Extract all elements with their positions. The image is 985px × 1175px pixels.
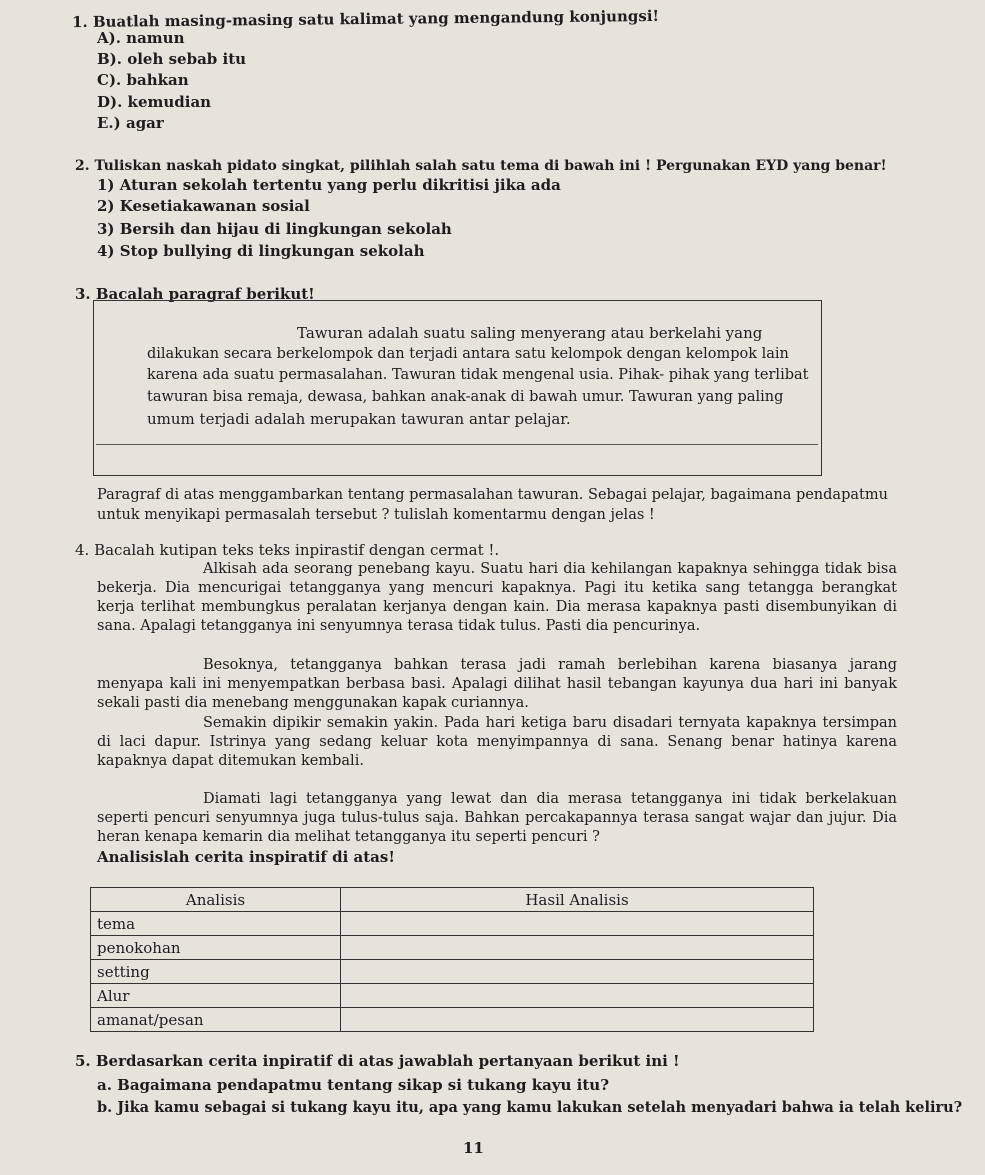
q4-paragraph-1: Alkisah ada seorang penebang kayu. Suatu hari dia kehilangan kapaknya sehingga tidak bisa bekerja. Dia mencurigai tetangganya yang mencuri kapaknya. Pagi itu ketika sang tetangga berangkat kerja terlihat membungkus peralatan kerjanya dengan kain. Dia merasa kapaknya pasti disembunyikan di sana. Apalagi tetangganya ini senyumnya terasa tidak tulus. Pasti dia pencurinya. <box>97 561 897 634</box>
q2-item-1: 1) Aturan sekolah tertentu yang perlu dikritisi jika ada <box>97 176 561 194</box>
q1-option-d: D). kemudian <box>97 93 212 111</box>
table-row-label: tema <box>91 912 341 936</box>
analysis-table <box>90 887 814 1032</box>
table-answer-cell[interactable] <box>341 936 814 960</box>
q1-option-a: A). namun <box>97 29 185 47</box>
q3-prompt-line-1: Paragraf di atas menggambarkan tentang permasalahan tawuran. Sebagai pelajar, bagaimana pendapatmu <box>97 487 888 503</box>
table-row <box>91 912 814 936</box>
table-answer-cell[interactable] <box>341 960 814 984</box>
q4-paragraph-3: Semakin dipikir semakin yakin. Pada hari ketiga baru disadari ternyata kapaknya tersimpan di laci dapur. Istrinya yang sedang keluar kota menyimpannya di sana. Senang benar hatinya karena kapaknya dapat ditemukan kembali. <box>97 715 897 769</box>
q1-question: 1. Buatlah masing-masing satu kalimat yang mengandung konjungsi! <box>71 6 660 32</box>
table-row <box>91 960 814 984</box>
q3-passage-line-4: tawuran bisa remaja, dewasa, bahkan anak-anak di bawah umur. Tawuran yang paling <box>147 389 784 405</box>
q3-passage-line-5: umum terjadi adalah merupakan tawuran antar pelajar. <box>147 410 571 428</box>
table-answer-cell[interactable] <box>341 984 814 1008</box>
q5-item-a: a. Bagaimana pendapatmu tentang sikap si tukang kayu itu? <box>97 1076 609 1094</box>
q5-question: 5. Berdasarkan cerita inpiratif di atas jawablah pertanyaan berikut ini ! <box>75 1052 680 1070</box>
table-row-label: Alur <box>91 984 341 1008</box>
q1-option-c: C). bahkan <box>97 71 189 89</box>
table-row-label: amanat/pesan <box>91 1008 341 1032</box>
table-header-hasil: Hasil Analisis <box>341 888 814 912</box>
q1-option-e: E.) agar <box>97 114 164 132</box>
table-answer-cell[interactable] <box>341 1008 814 1032</box>
q3-passage-line-2: dilakukan secara berkelompok dan terjadi antara satu kelompok dengan kelompok lain <box>147 346 789 362</box>
table-row <box>91 1008 814 1032</box>
q4-question: 4. Bacalah kutipan teks teks inpirastif dengan cermat !. <box>75 541 500 559</box>
q2-item-3: 3) Bersih dan hijau di lingkungan sekolah <box>97 220 452 238</box>
q4-paragraph-2: Besoknya, tetangganya bahkan terasa jadi ramah berlebihan karena biasanya jarang menyapa kali ini menyempatkan berbasa basi. Apalagi dilihat hasil tebangan kayunya dua hari ini banyak sekali pasti dia menebang menggunakan kapak curiannya. <box>97 657 897 711</box>
table-row-label: setting <box>91 960 341 984</box>
q3-passage-line-1: Tawuran adalah suatu saling menyerang atau berkelahi yang <box>297 324 763 342</box>
table-row <box>91 936 814 960</box>
q4-instruction: Analisislah cerita inspiratif di atas! <box>97 848 395 866</box>
table-header-analisis: Analisis <box>91 888 341 912</box>
q3-passage-line-3: karena ada suatu permasalahan. Tawuran tidak mengenal usia. Pihak- pihak yang terlibat <box>147 367 809 383</box>
q2-question: 2. Tuliskan naskah pidato singkat, pilihlah salah satu tema di bawah ini ! Pergunakan EYD yang benar! <box>75 158 887 174</box>
page-number: 11 <box>463 1139 484 1157</box>
table-header-row <box>91 888 814 912</box>
table-row-label: penokohan <box>91 936 341 960</box>
q3-prompt-line-2: untuk menyikapi permasalah tersebut ? tulislah komentarmu dengan jelas ! <box>97 507 655 523</box>
q5-item-b: b. Jika kamu sebagai si tukang kayu itu, apa yang kamu lakukan setelah menyadari bahwa ia telah keliru? <box>97 1099 963 1116</box>
q1-option-b: B). oleh sebab itu <box>97 50 247 68</box>
q4-paragraph-4: Diamati lagi tetangganya yang lewat dan dia merasa tetangganya ini tidak berkelakuan seperti pencuri senyumnya juga tulus-tulus saja. Bahkan percakapannya terasa sangat wajar dan jujur. Dia heran kenapa kemarin dia melihat tetangganya itu seperti pencuri ? <box>97 791 897 845</box>
q2-item-2: 2) Kesetiakawanan sosial <box>97 197 310 215</box>
table-row <box>91 984 814 1008</box>
q3-question: 3. Bacalah paragraf berikut! <box>75 285 315 303</box>
table-answer-cell[interactable] <box>341 912 814 936</box>
q2-item-4: 4) Stop bullying di lingkungan sekolah <box>97 242 425 260</box>
